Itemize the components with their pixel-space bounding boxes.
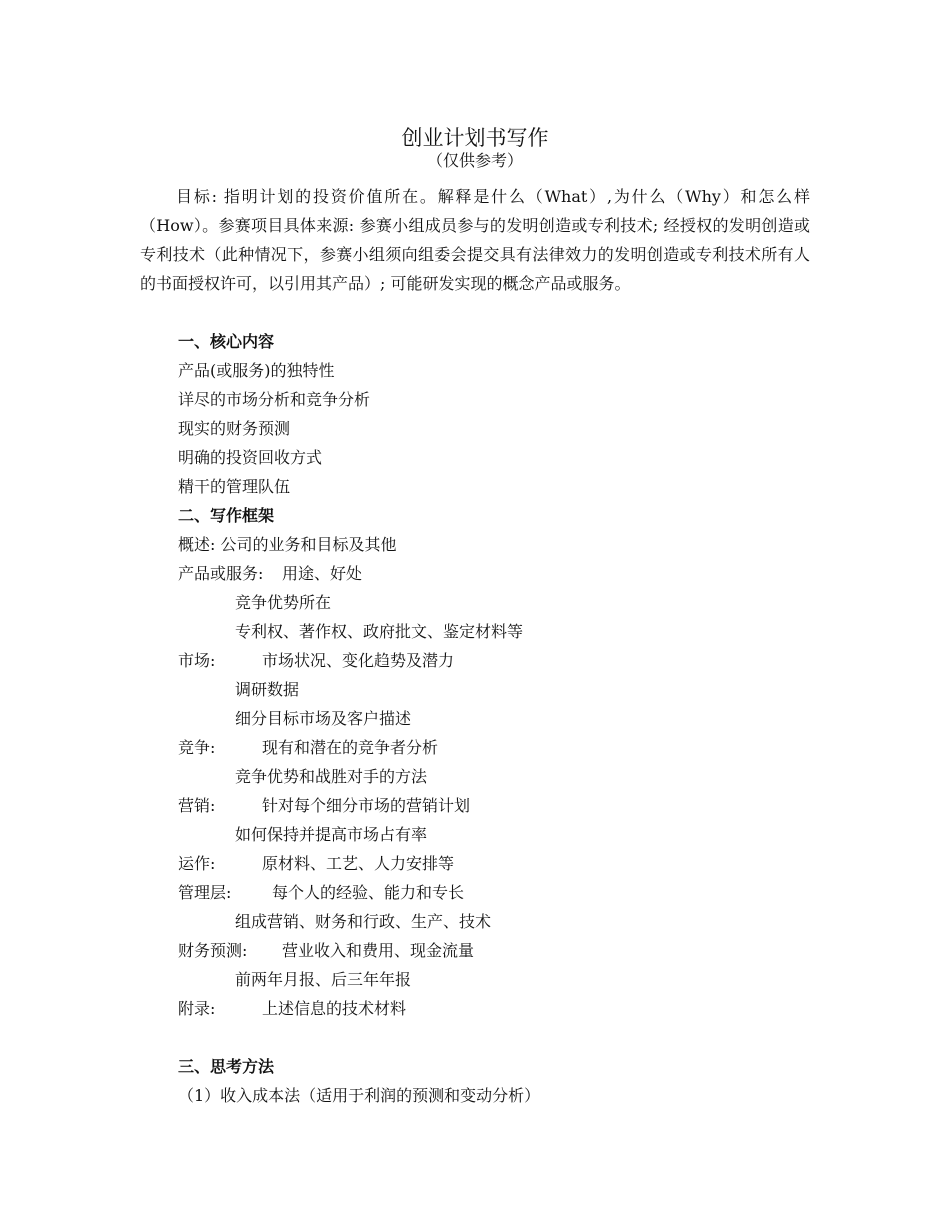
- framework-product-value: 用途、好处: [282, 564, 363, 583]
- document-title: 创业计划书写作: [401, 126, 549, 150]
- framework-product-label: 产品或服务:: [178, 564, 264, 583]
- section-heading-core: 一、核心内容: [178, 332, 275, 351]
- framework-overview: 概述: 公司的业务和目标及其他: [178, 535, 397, 554]
- core-item: 产品(或服务)的独特性: [178, 361, 335, 380]
- framework-market-label: 市场:: [178, 651, 216, 670]
- framework-marketing-sub: 如何保持并提高市场占有率: [235, 825, 428, 844]
- framework-market-sub: 细分目标市场及客户描述: [235, 709, 412, 728]
- framework-market-value: 市场状况、变化趋势及潜力: [262, 651, 455, 670]
- framework-product-sub: 竞争优势所在: [235, 593, 332, 612]
- framework-management-value: 每个人的经验、能力和专长: [272, 883, 465, 902]
- framework-competition-value: 现有和潜在的竞争者分析: [262, 738, 439, 757]
- section-heading-thinking: 三、思考方法: [178, 1057, 275, 1076]
- document-subtitle: （仅供参考）: [426, 151, 523, 170]
- framework-finance-label: 财务预测:: [178, 941, 248, 960]
- core-item: 精干的管理队伍: [178, 477, 291, 496]
- framework-competition-row: [178, 737, 438, 759]
- framework-finance-row: [178, 940, 474, 962]
- framework-appendix-value: 上述信息的技术材料: [262, 999, 407, 1018]
- framework-market-sub: 调研数据: [235, 680, 300, 699]
- framework-management-row: [178, 882, 464, 904]
- framework-marketing-value: 针对每个细分市场的营销计划: [262, 796, 471, 815]
- intro-paragraph: 目标: 指明计划的投资价值所在。解释是什么（What）,为什么（Why）和怎么样（How）。参赛项目具体来源: 参赛小组成员参与的发明创造或专利技术; 经授权的发明创造或专利技术（此种情况下，参赛小组须向组委会提交具有法律效力的发明创造或专利技术所有人的书面授权许可，以引用其产品）; 可能研发实现的概念产品或服务。: [140, 187, 810, 293]
- framework-product-sub: 专利权、著作权、政府批文、鉴定材料等: [235, 622, 524, 641]
- framework-management-label: 管理层:: [178, 883, 232, 902]
- core-item: 现实的财务预测: [178, 419, 291, 438]
- section-heading-framework: 二、写作框架: [178, 506, 275, 525]
- core-item: 详尽的市场分析和竞争分析: [178, 390, 371, 409]
- core-item: 明确的投资回收方式: [178, 448, 323, 467]
- thinking-item: （1）收入成本法（适用于利润的预测和变动分析）: [178, 1086, 541, 1105]
- framework-appendix-row: [178, 998, 406, 1020]
- framework-operations-row: [178, 853, 454, 875]
- framework-management-sub: 组成营销、财务和行政、生产、技术: [235, 912, 492, 931]
- framework-competition-sub: 竞争优势和战胜对手的方法: [235, 767, 428, 786]
- framework-product-row: [178, 563, 362, 585]
- framework-operations-value: 原材料、工艺、人力安排等: [262, 854, 455, 873]
- framework-marketing-row: [178, 795, 470, 817]
- framework-operations-label: 运作:: [178, 854, 216, 873]
- framework-marketing-label: 营销:: [178, 796, 216, 815]
- framework-finance-sub: 前两年月报、后三年年报: [235, 970, 412, 989]
- framework-finance-value: 营业收入和费用、现金流量: [282, 941, 475, 960]
- framework-appendix-label: 附录:: [178, 999, 216, 1018]
- framework-competition-label: 竞争:: [178, 738, 216, 757]
- framework-market-row: [178, 650, 454, 672]
